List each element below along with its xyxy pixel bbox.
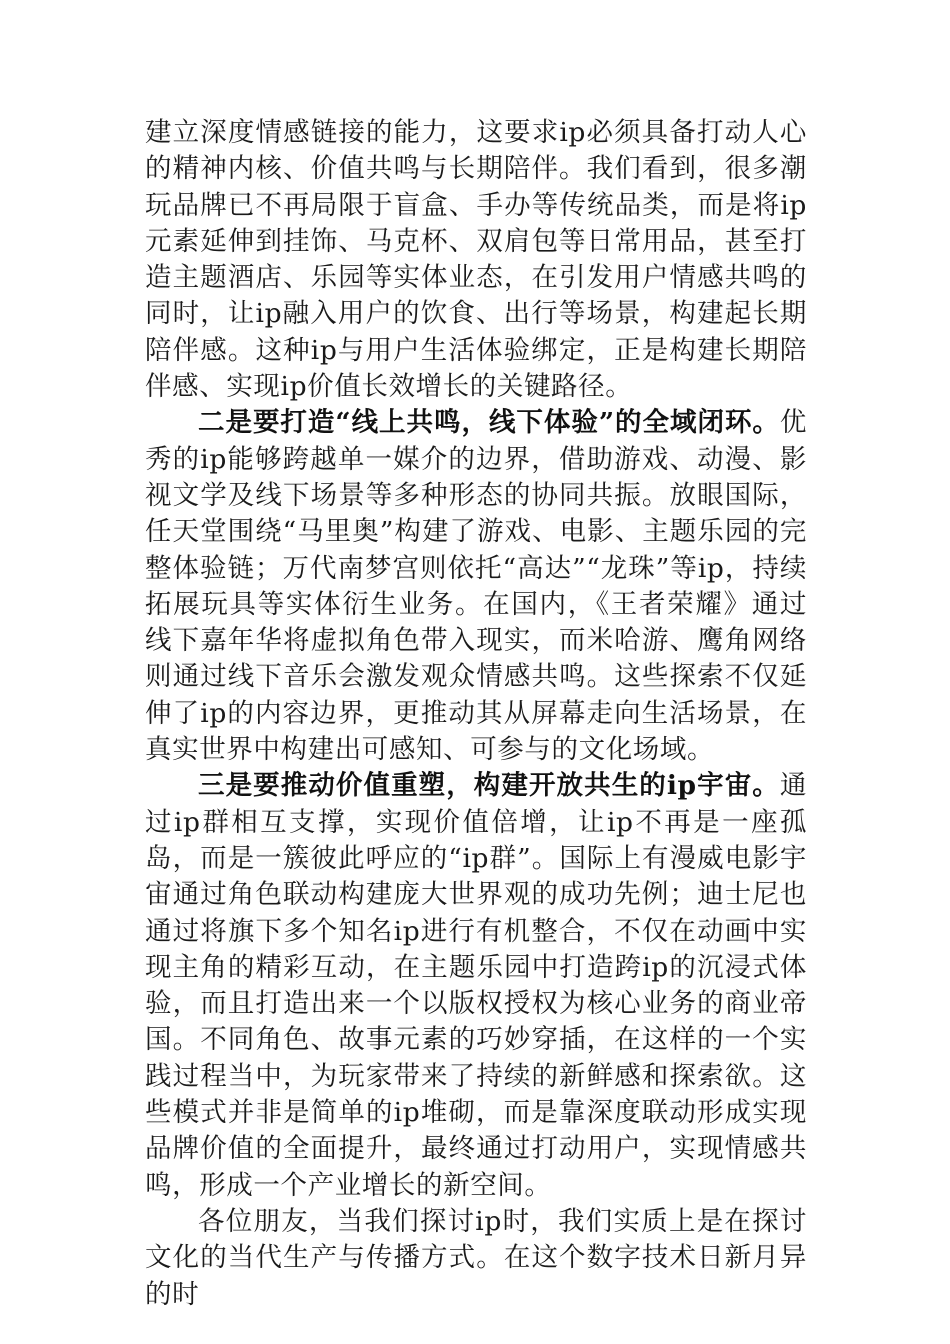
paragraph-text: 通过ip群相互支撑，实现价值倍增，让ip不再是一座孤岛，而是一簇彼此呼应的“ip群”。国际上有漫威电影宇宙通过角色联动构建庞大世界观的成功先例；迪士尼也通过将旗下多个知名ip进行有机整合，不仅在动画中实现主角的精彩互动，在主题乐园中打造跨ip的沉浸式体验，而且打造出来一个以版权授权为核心业务的商业帝国。不同角色、故事元素的巧妙穿插，在这样的一个实践过程当中，为玩家带来了持续的新鲜感和探索欲。这些模式并非是简单的ip堆砌，而是靠深度联动形成实现品牌价值的全面提升，最终通过打动用户，实现情感共鸣，形成一个产业增长的新空间。 xyxy=(145,770,807,1201)
paragraph-text: 优秀的ip能够跨越单一媒介的边界，借助游戏、动漫、影视文学及线下场景等多种形态的协同共振。放眼国际，任天堂围绕“马里奥”构建了游戏、电影、主题乐园的完整体验链；万代南梦宫则依托“高达”“龙珠”等ip，持续拓展玩具等实体衍生业务。在国内，《王者荣耀》通过线下嘉年华将虚拟角色带入现实，而米哈游、鹰角网络则通过线下音乐会激发观众情感共鸣。这些探索不仅延伸了ip的内容边界，更推动其从屏幕走向生活场景，在真实世界中构建出可感知、可参与的文化场域。 xyxy=(145,407,807,766)
paragraph-text: 建立深度情感链接的能力，这要求ip必须具备打动人心的精神内核、价值共鸣与长期陪伴。我们看到，很多潮玩品牌已不再局限于盲盒、手办等传统品类，而是将ip元素延伸到挂饰、马克杯、双肩包等日常用品，甚至打造主题酒店、乐园等实体业态，在引发用户情感共鸣的同时，让ip融入用户的饮食、出行等场景，构建起长期陪伴感。这种ip与用户生活体验绑定，正是构建长期陪伴感、实现ip价值长效增长的关键路径。 xyxy=(145,117,807,403)
paragraph-text: 各位朋友，当我们探讨ip时，我们实质上是在探讨文化的当代生产与传播方式。在这个数字技术日新月异的时 xyxy=(145,1205,807,1310)
paragraph-point-two xyxy=(145,405,807,768)
document-body xyxy=(145,115,807,1313)
paragraph-closing xyxy=(145,1204,807,1313)
paragraph-heading: 二是要打造“线上共鸣，线下体验”的全域闭环。 xyxy=(198,407,780,439)
paragraph-continuation xyxy=(145,115,807,405)
paragraph-heading: 三是要推动价值重塑，构建开放共生的ip宇宙。 xyxy=(198,770,780,802)
paragraph-point-three xyxy=(145,768,807,1204)
